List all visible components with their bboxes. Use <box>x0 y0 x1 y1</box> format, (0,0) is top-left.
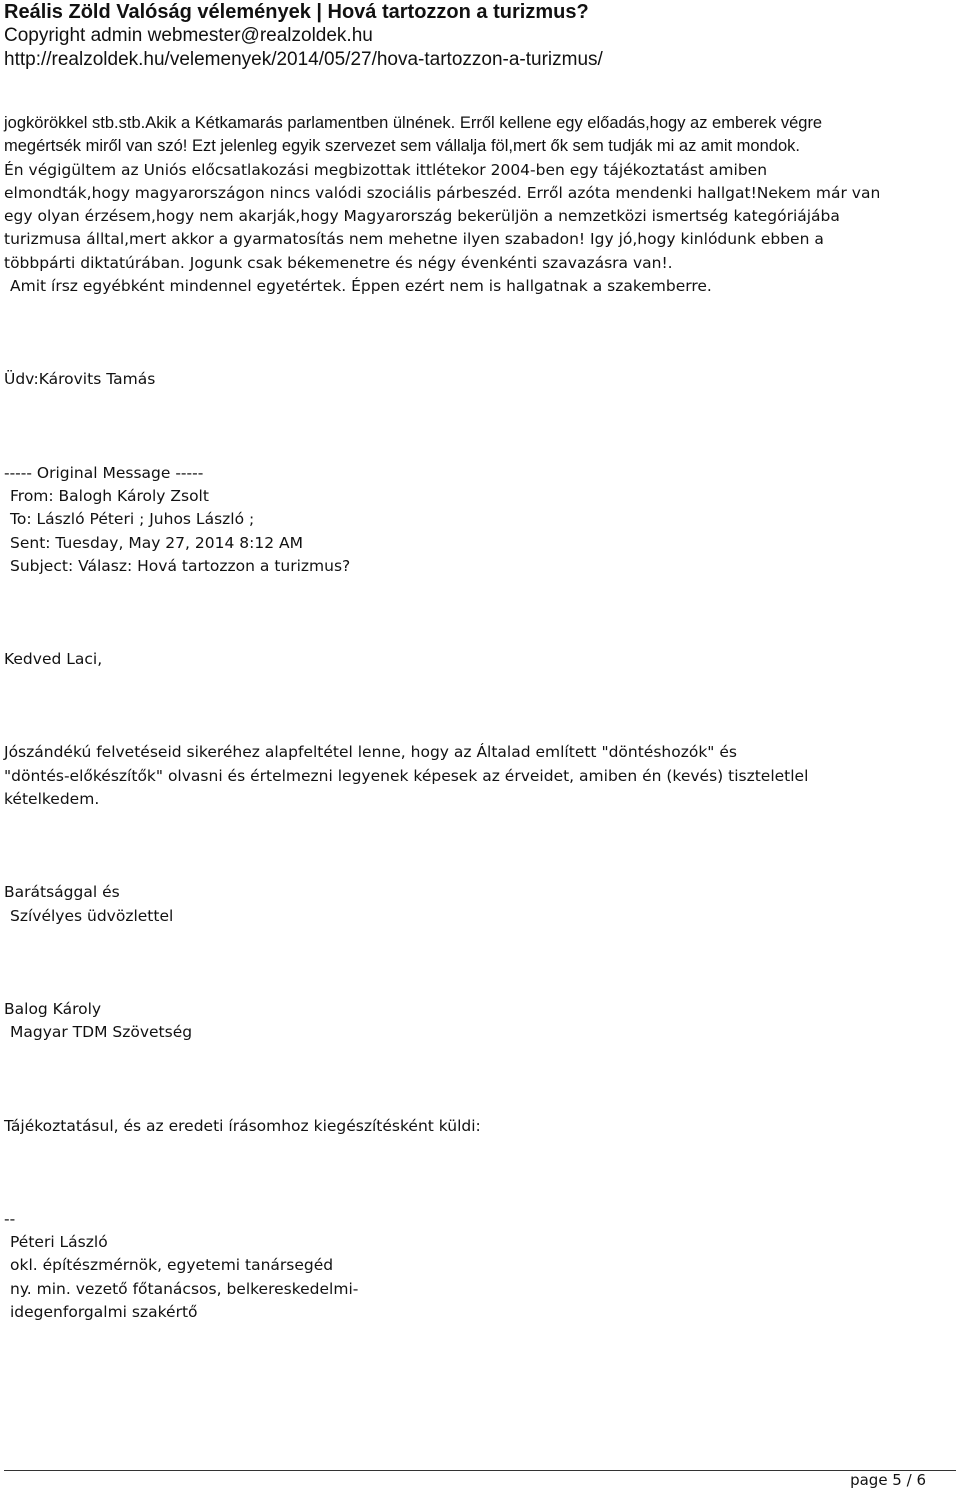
paragraph-1 <box>4 112 956 298</box>
signature-peteri <box>4 1208 956 1324</box>
text-line: "döntés-előkészítők" olvasni és értelmezni legyenek képesek az érveidet, amiben én (kevés) tiszteletlel <box>4 766 809 785</box>
paragraph-2 <box>4 741 956 811</box>
text-line: Én végigültem az Uniós előcsatlakozási megbizottak ittlétekor 2004-ben egy tájékoztatást amiben <box>4 160 768 179</box>
original-message-header <box>4 462 956 578</box>
copyright-line: Copyright admin webmester@realzoldek.hu <box>4 25 373 46</box>
text-line: Amit írsz egyébként mindennel egyetértek. Éppen ezért nem is hallgatnak a szakemberre. <box>10 277 712 296</box>
text-line: jogkörökkel stb.stb.Akik a Kétkamarás parlamentben ülnének. Erről kellene egy előadás,hogy az emberek végre <box>4 114 823 132</box>
from-line: From: Balogh Károly Zsolt <box>10 486 209 505</box>
closing-line: Szívélyes üdvözlettel <box>10 906 174 925</box>
text-line: elmondták,hogy magyarországon nincs valódi szociális párbeszéd. Erről azóta mendenki hallgat!Nekem már van <box>4 183 881 202</box>
text-line: megértsék miről van szó! Ezt jelenleg egyik szervezet sem vállalja föl,mert ők sem tudják mi az amit mondok. <box>4 137 800 156</box>
closing <box>4 881 956 928</box>
page-number: page 5 / 6 <box>850 1471 926 1489</box>
text-line: turizmusa álltal,mert akkor a gyarmatosítás nem mehetne ilyen szabadon! Igy jó,hogy kinlódunk ebben a <box>4 230 824 249</box>
signature-title: ny. min. vezető főtanácsos, belkereskedelmi- <box>10 1279 359 1298</box>
signature-title: okl. építészmérnök, egyetemi tanársegéd <box>10 1256 334 1275</box>
document-header <box>4 0 954 72</box>
closing-line: Barátsággal és <box>4 883 120 902</box>
salutation: Kedved Laci, <box>4 650 103 669</box>
text-line: Jószándékú felvetéseid sikeréhez alapfeltétel lenne, hogy az Általad említett "döntéshozók" és <box>4 743 737 762</box>
text-line: kételkedem. <box>4 790 100 809</box>
page-title: Reális Zöld Valóság vélemények | Hová tartozzon a turizmus? <box>4 1 589 23</box>
subject-line: Subject: Válasz: Hová tartozzon a turizmus? <box>10 556 351 575</box>
text-line: többpárti diktatúrában. Jogunk csak békemenetre és négy évenkénti szavazásra van!. <box>4 253 673 272</box>
sent-line: Sent: Tuesday, May 27, 2014 8:12 AM <box>10 533 303 552</box>
signature-name: Péteri László <box>10 1233 108 1252</box>
signature-name: Balog Károly <box>4 999 102 1018</box>
original-message-label: ----- Original Message ----- <box>4 463 204 482</box>
signature-org: Magyar TDM Szövetség <box>10 1023 193 1042</box>
signature-title: idegenforgalmi szakértő <box>10 1303 198 1322</box>
source-url: http://realzoldek.hu/velemenyek/2014/05/27/hova-tartozzon-a-turizmus/ <box>4 49 603 70</box>
letter-body <box>4 112 956 1324</box>
footer-divider <box>4 1470 956 1471</box>
text-line: egy olyan érzésem,hogy nem akarják,hogy Magyarország bekerüljön a nemzetközi ismertség kategóriájába <box>4 207 840 226</box>
signature-balog <box>4 998 956 1045</box>
info-line: Tájékoztatásul, és az eredeti írásomhoz kiegészítésként küldi: <box>4 1116 481 1135</box>
signature-karovits: Üdv:Károvits Tamás <box>4 370 156 389</box>
signature-dash: -- <box>4 1209 16 1228</box>
to-line: To: László Péteri ; Juhos László ; <box>10 510 255 529</box>
